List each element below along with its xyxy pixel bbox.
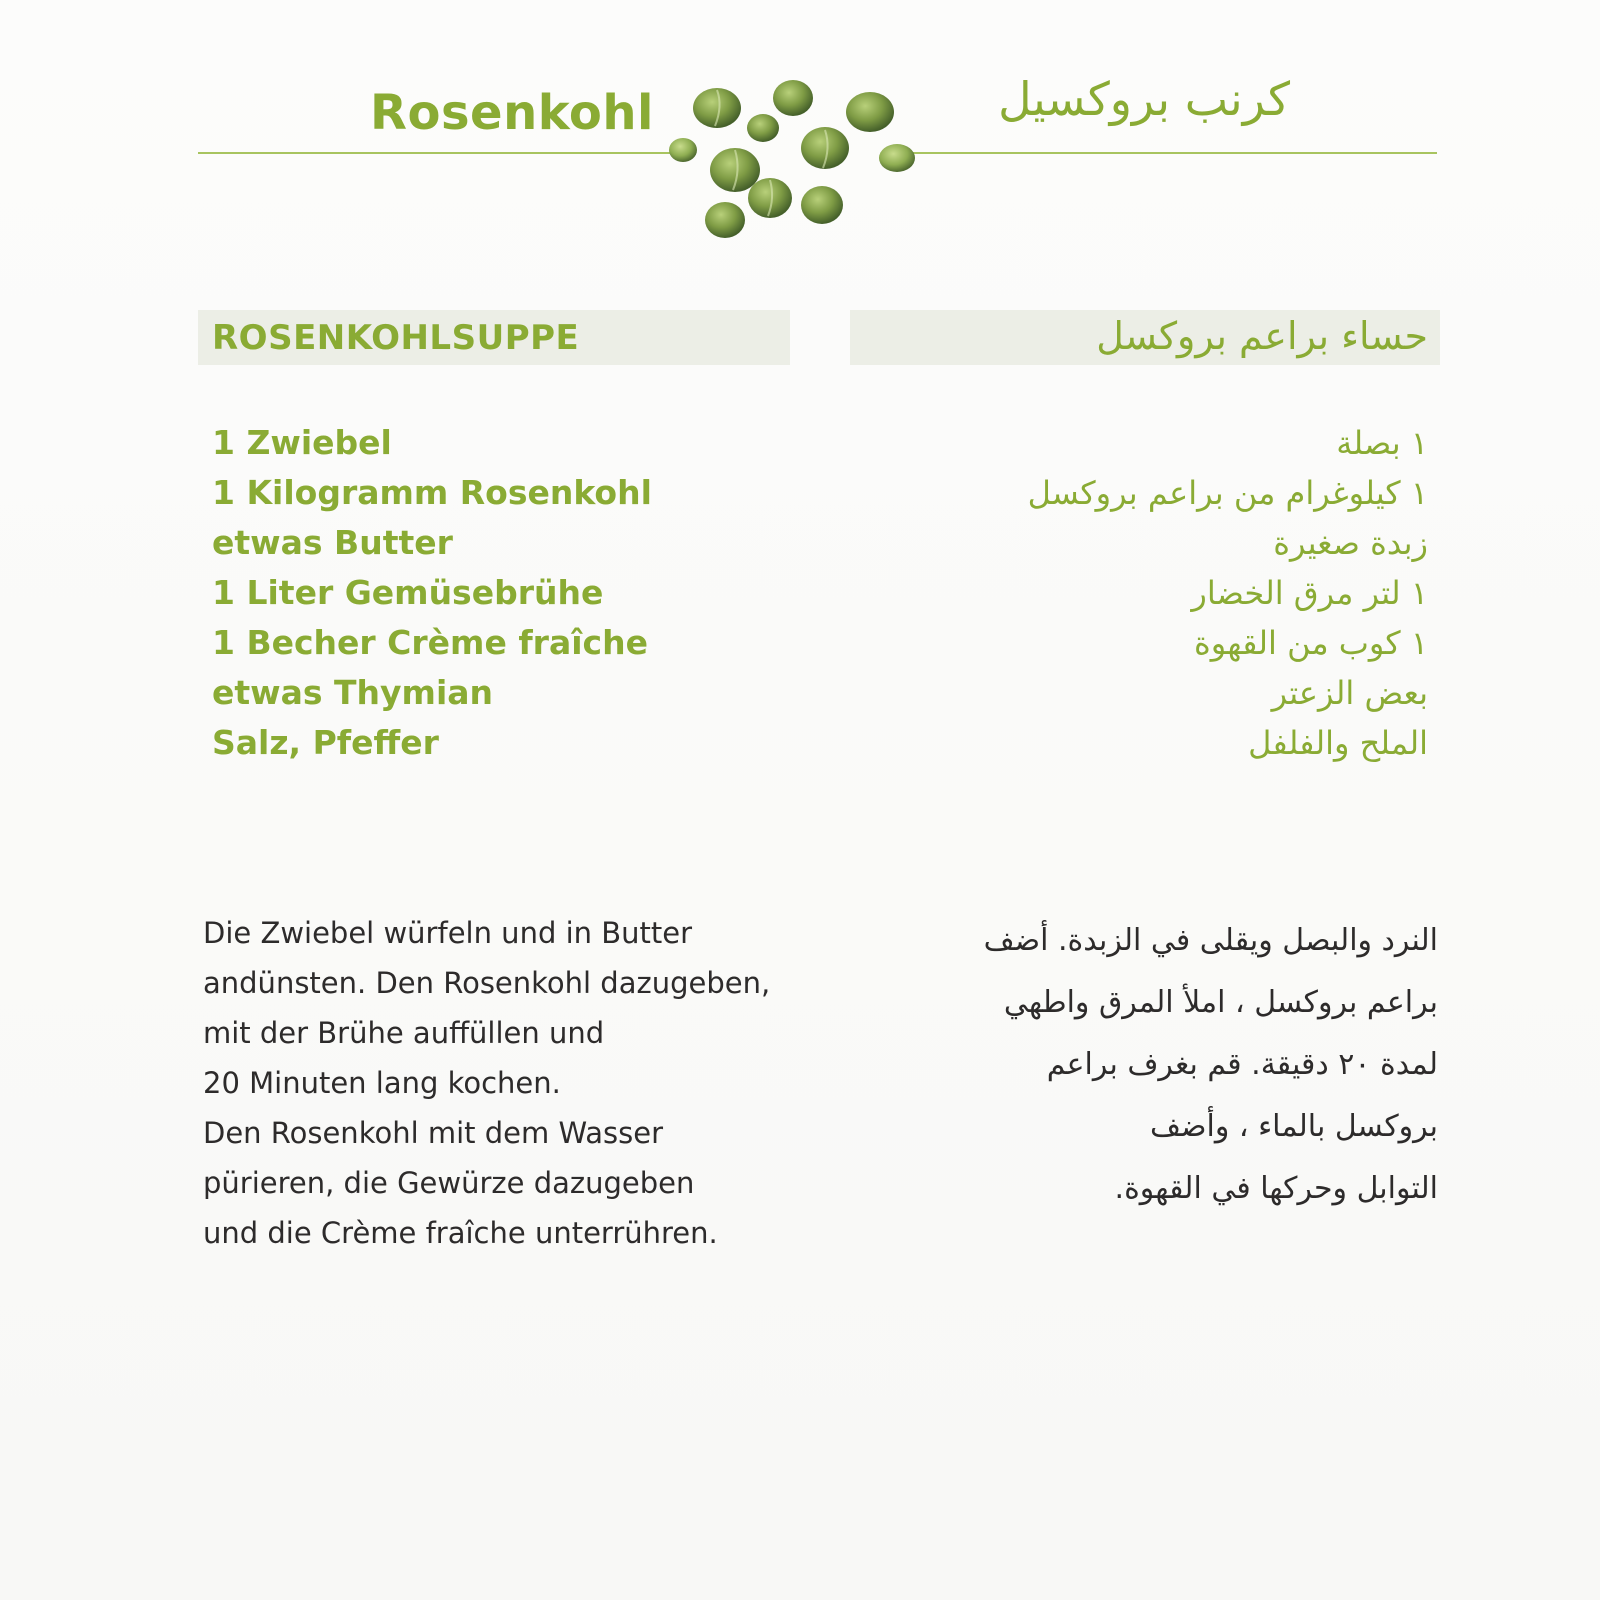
brussels-sprouts-photo (665, 70, 935, 250)
method-line: andünsten. Den Rosenkohl dazugeben, (203, 966, 771, 1000)
ingredient-item: الملح والفلفل (1248, 724, 1428, 762)
method-line: النرد والبصل ويقلى في الزبدة. أضف (983, 923, 1438, 958)
ingredient-item: ١ كيلوغرام من براعم بروكسل (1027, 474, 1428, 512)
ingredient-item: زبدة صغيرة (1273, 524, 1428, 562)
method-line: mit der Brühe auffüllen und (203, 1016, 605, 1050)
method-line: Den Rosenkohl mit dem Wasser (203, 1116, 664, 1150)
ingredient-item: etwas Butter (212, 523, 453, 562)
ingredient-item: etwas Thymian (212, 673, 494, 712)
ingredient-item: 1 Kilogramm Rosenkohl (212, 473, 652, 512)
ingredient-item: 1 Becher Crème fraîche (212, 623, 648, 662)
method-text-german (203, 908, 770, 1258)
method-line: التوابل وحركها في القهوة. (1114, 1171, 1438, 1206)
title-rule-right (905, 152, 1437, 154)
ingredient-list-arabic (1028, 418, 1428, 768)
method-line: 20 Minuten lang kochen. (203, 1066, 561, 1100)
method-line: Die Zwiebel würfeln und in Butter (203, 916, 693, 950)
method-text-arabic (984, 910, 1438, 1220)
ingredient-item: بعض الزعتر (1271, 674, 1428, 712)
ingredient-item: Salz, Pfeffer (212, 723, 439, 762)
page-title-german: Rosenkohl (370, 85, 654, 141)
ingredient-item: 1 Liter Gemüsebrühe (212, 573, 604, 612)
method-line: لمدة ٢٠ دقيقة. قم بغرف براعم (1046, 1047, 1438, 1082)
method-line: und die Crème fraîche unterrühren. (203, 1216, 718, 1250)
page-title-arabic: كرنب بروكسيل (998, 72, 1290, 126)
ingredient-item: ١ لتر مرق الخضار (1191, 574, 1428, 612)
recipe-title-arabic: حساء براعم بروكسل (1096, 314, 1428, 358)
ingredient-item: 1 Zwiebel (212, 423, 392, 462)
method-line: براعم بروكسل ، املأ المرق واطهي (1003, 985, 1438, 1020)
ingredient-item: ١ بصلة (1336, 424, 1428, 462)
recipe-title-german: ROSENKOHLSUPPE (212, 318, 580, 358)
sprout-group (669, 80, 915, 238)
title-rule-left (198, 152, 682, 154)
method-line: pürieren, die Gewürze dazugeben (203, 1166, 695, 1200)
method-line: بروكسل بالماء ، وأضف (1149, 1109, 1438, 1144)
ingredient-list-german (212, 418, 652, 768)
ingredient-item: ١ كوب من القهوة (1194, 624, 1428, 662)
